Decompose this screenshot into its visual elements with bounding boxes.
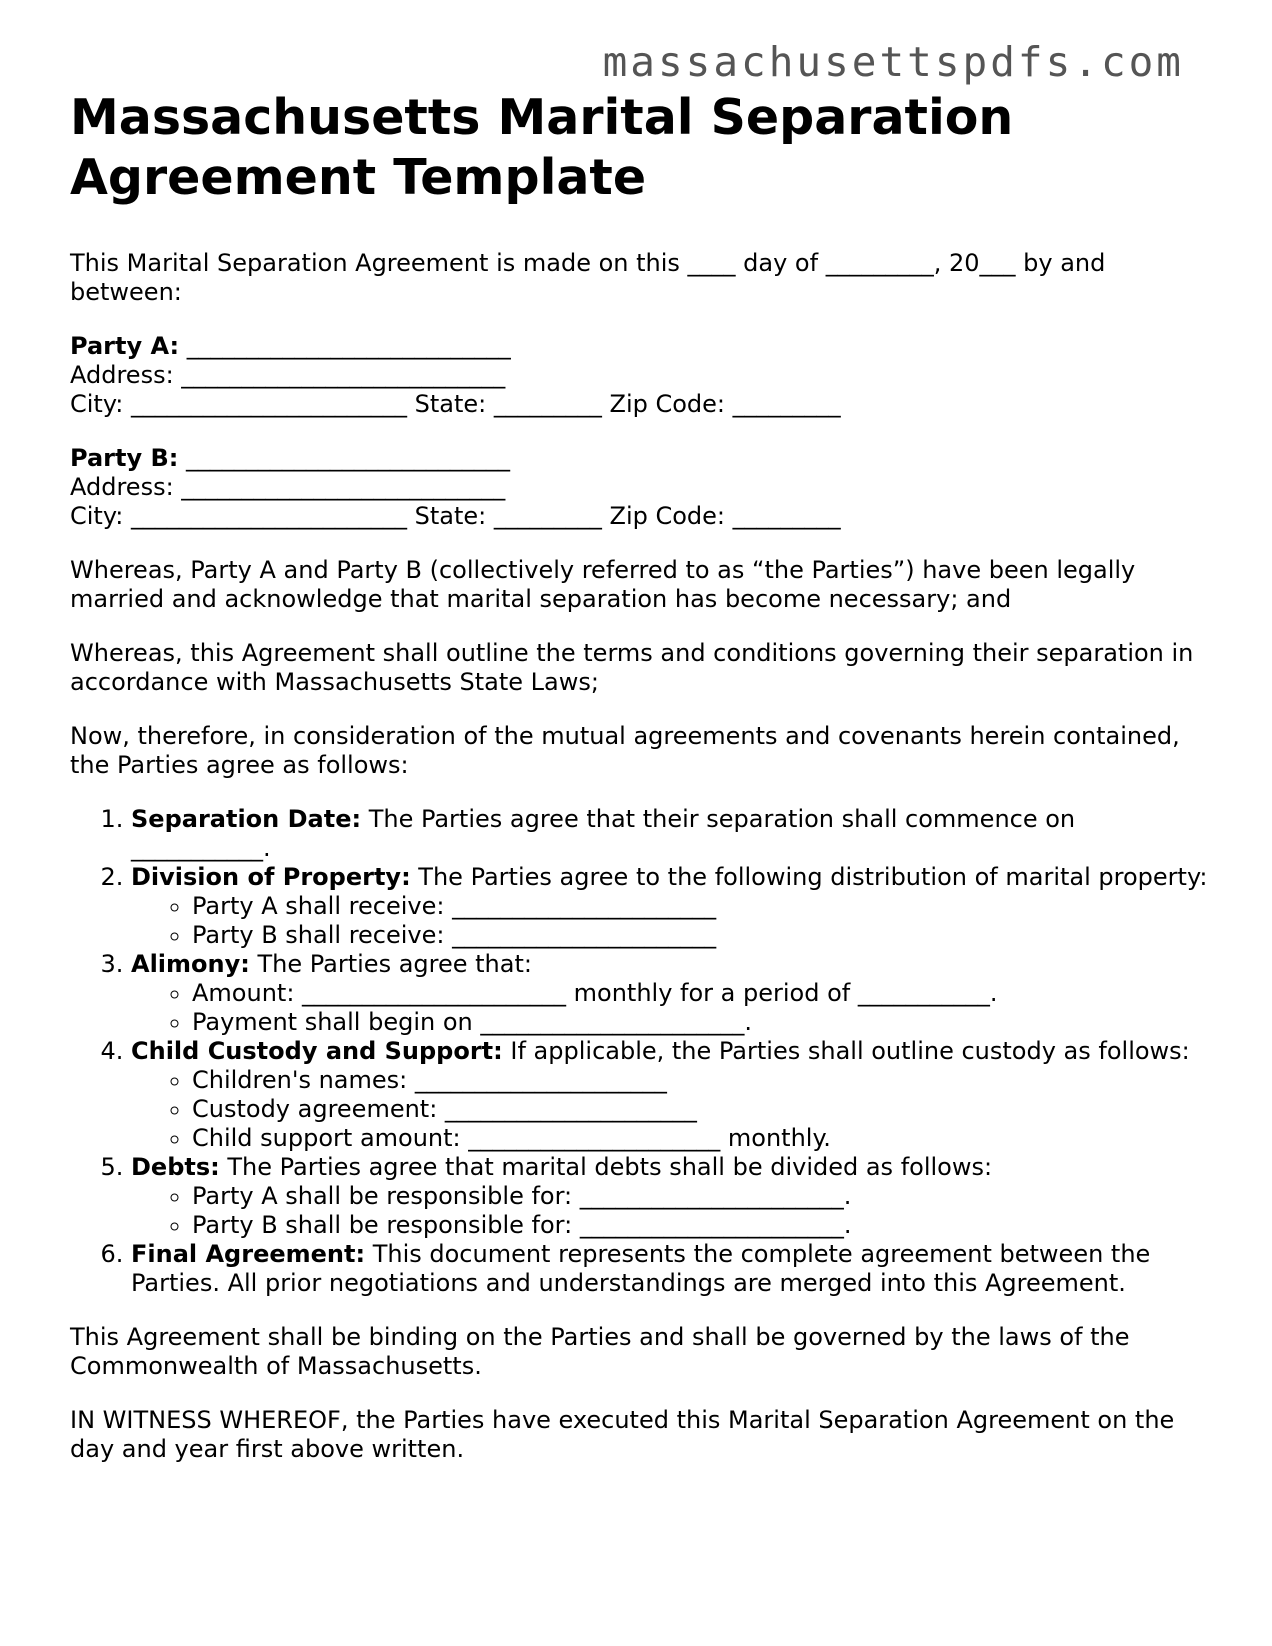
list-item-child-custody [131, 1037, 1210, 1153]
item-text: The Parties agree to the following distribution of marital property: [410, 863, 1208, 891]
document-page [70, 88, 1210, 1464]
party-a-city-state-zip: City: _______________________ State: _________ Zip Code: _________ [70, 390, 841, 418]
party-b-name-blank: ___________________________ [178, 444, 510, 472]
sub-item: ◦ Children's names: _____________________ [192, 1066, 1210, 1095]
sub-item: ◦ Child support amount: _____________________ monthly. [192, 1124, 1210, 1153]
whereas-paragraph-2: Whereas, this Agreement shall outline the terms and conditions governing their separation in accordance with Massachusetts State Laws; [70, 639, 1194, 696]
terms-list [70, 805, 1210, 1298]
sub-list [131, 979, 1210, 1037]
item-heading: Final Agreement: [131, 1240, 366, 1268]
page-title [70, 88, 1210, 208]
party-a-block [70, 332, 1210, 419]
whereas-paragraph-1: Whereas, Party A and Party B (collectively referred to as “the Parties”) have been legally married and acknowledge that marital separation has become necessary; and [70, 556, 1136, 613]
sub-item: ◦ Party A shall be responsible for: ______________________. [192, 1182, 1210, 1211]
sub-list [131, 892, 1210, 950]
list-item-separation-date [131, 805, 1210, 863]
item-heading: Debts: [131, 1153, 220, 1181]
party-b-city-state-zip: City: _______________________ State: _________ Zip Code: _________ [70, 502, 841, 530]
now-therefore-paragraph: Now, therefore, in consideration of the mutual agreements and covenants herein contained, the Parties agree as follows: [70, 722, 1180, 779]
sub-list [131, 1182, 1210, 1240]
sub-item: ◦ Amount: ______________________ monthly for a period of ___________. [192, 979, 1210, 1008]
item-text: If applicable, the Parties shall outline custody as follows: [502, 1037, 1190, 1065]
list-item-debts [131, 1153, 1210, 1240]
item-text: The Parties agree that their separation shall commence on ___________. [131, 805, 1076, 862]
sub-item: ◦ Custody agreement: _____________________ [192, 1095, 1210, 1124]
witness-paragraph: IN WITNESS WHEREOF, the Parties have executed this Marital Separation Agreement on the day and year first above written. [70, 1406, 1175, 1463]
item-text: The Parties agree that marital debts shall be divided as follows: [219, 1153, 993, 1181]
sub-item: ◦ Party B shall be responsible for: ______________________. [192, 1211, 1210, 1240]
party-b-address: Address: ___________________________ [70, 473, 506, 501]
watermark: massachusettspdfs.com [602, 38, 1184, 86]
list-item-division-of-property [131, 863, 1210, 950]
list-item-final-agreement [131, 1240, 1210, 1298]
party-b-block [70, 444, 1210, 531]
intro-paragraph: This Marital Separation Agreement is made on this ____ day of _________, 20___ by and between: [70, 249, 1106, 306]
title-line-2: Agreement Template [70, 149, 647, 206]
party-b-label: Party B: [70, 444, 179, 472]
binding-paragraph: This Agreement shall be binding on the Parties and shall be governed by the laws of the Commonwealth of Massachusetts. [70, 1323, 1130, 1380]
sub-item: ◦ Payment shall begin on ______________________. [192, 1008, 1210, 1037]
sub-item: ◦ Party B shall receive: ______________________ [192, 921, 1210, 950]
item-heading: Alimony: [131, 950, 250, 978]
item-text: This document represents the complete agreement between the Parties. All prior negotiations and understandings are merged into this Agreement. [131, 1240, 1151, 1297]
item-heading: Child Custody and Support: [131, 1037, 503, 1065]
item-heading: Separation Date: [131, 805, 362, 833]
title-line-1: Massachusetts Marital Separation [70, 89, 1014, 146]
list-item-alimony [131, 950, 1210, 1037]
party-a-name-blank: ___________________________ [179, 332, 511, 360]
item-heading: Division of Property: [131, 863, 411, 891]
sub-list [131, 1066, 1210, 1153]
party-a-label: Party A: [70, 332, 180, 360]
party-a-address: Address: ___________________________ [70, 361, 506, 389]
item-text: The Parties agree that: [249, 950, 532, 978]
sub-item: ◦ Party A shall receive: ______________________ [192, 892, 1210, 921]
